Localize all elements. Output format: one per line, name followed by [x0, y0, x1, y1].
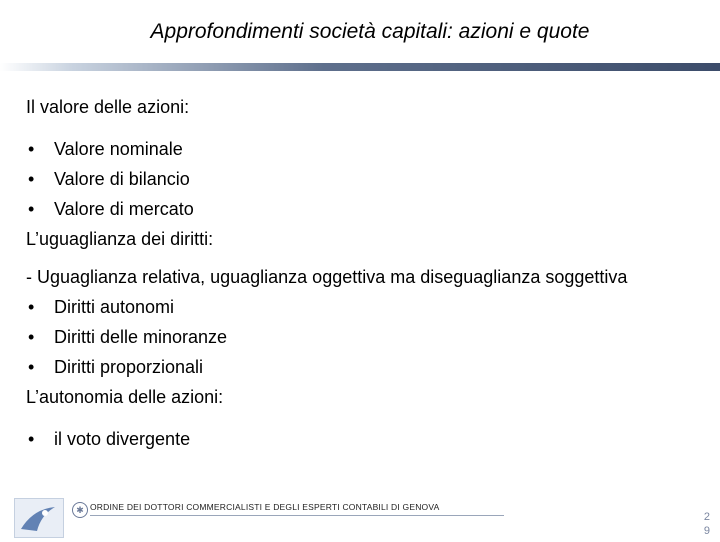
bullet-icon: •	[28, 199, 35, 219]
organization-name: ORDINE DEI DOTTORI COMMERCIALISTI E DEGLI ESPERTI CONTABILI DI GENOVA	[90, 502, 440, 512]
bullet-icon: •	[28, 139, 35, 159]
bullet-list	[26, 134, 716, 224]
list-item: • Valore di mercato	[26, 194, 716, 224]
list-item: • Valore nominale	[26, 134, 716, 164]
title-divider	[0, 63, 720, 71]
section-heading: L’autonomia delle azioni:	[26, 387, 224, 407]
slide-content	[26, 92, 716, 454]
section-heading: Il valore delle azioni:	[26, 97, 190, 117]
section-intro: - Uguaglianza relativa, uguaglianza oggettiva ma diseguaglianza soggettiva	[26, 267, 628, 287]
slide-title: Approfondimenti società capitali: azioni e quote	[150, 20, 590, 43]
bullet-icon: •	[28, 327, 35, 347]
logo-graphic-icon	[15, 499, 63, 537]
footer	[14, 498, 720, 540]
list-item: • Diritti autonomi	[26, 292, 716, 322]
page-number: 2 9	[703, 511, 710, 537]
list-item: • Valore di bilancio	[26, 164, 716, 194]
bullet-icon: •	[28, 169, 35, 189]
list-item: • il voto divergente	[26, 424, 716, 454]
bullet-icon: •	[28, 297, 35, 317]
list-item: • Diritti proporzionali	[26, 352, 716, 382]
bullet-list	[26, 424, 716, 454]
organization-logo	[14, 498, 64, 538]
footer-divider	[90, 515, 504, 516]
section-heading: L’uguaglianza dei diritti:	[26, 229, 214, 249]
bullet-list	[26, 292, 716, 382]
seal-icon: ✱	[72, 502, 88, 518]
bullet-icon: •	[28, 429, 35, 449]
list-item: • Diritti delle minoranze	[26, 322, 716, 352]
bullet-icon: •	[28, 357, 35, 377]
